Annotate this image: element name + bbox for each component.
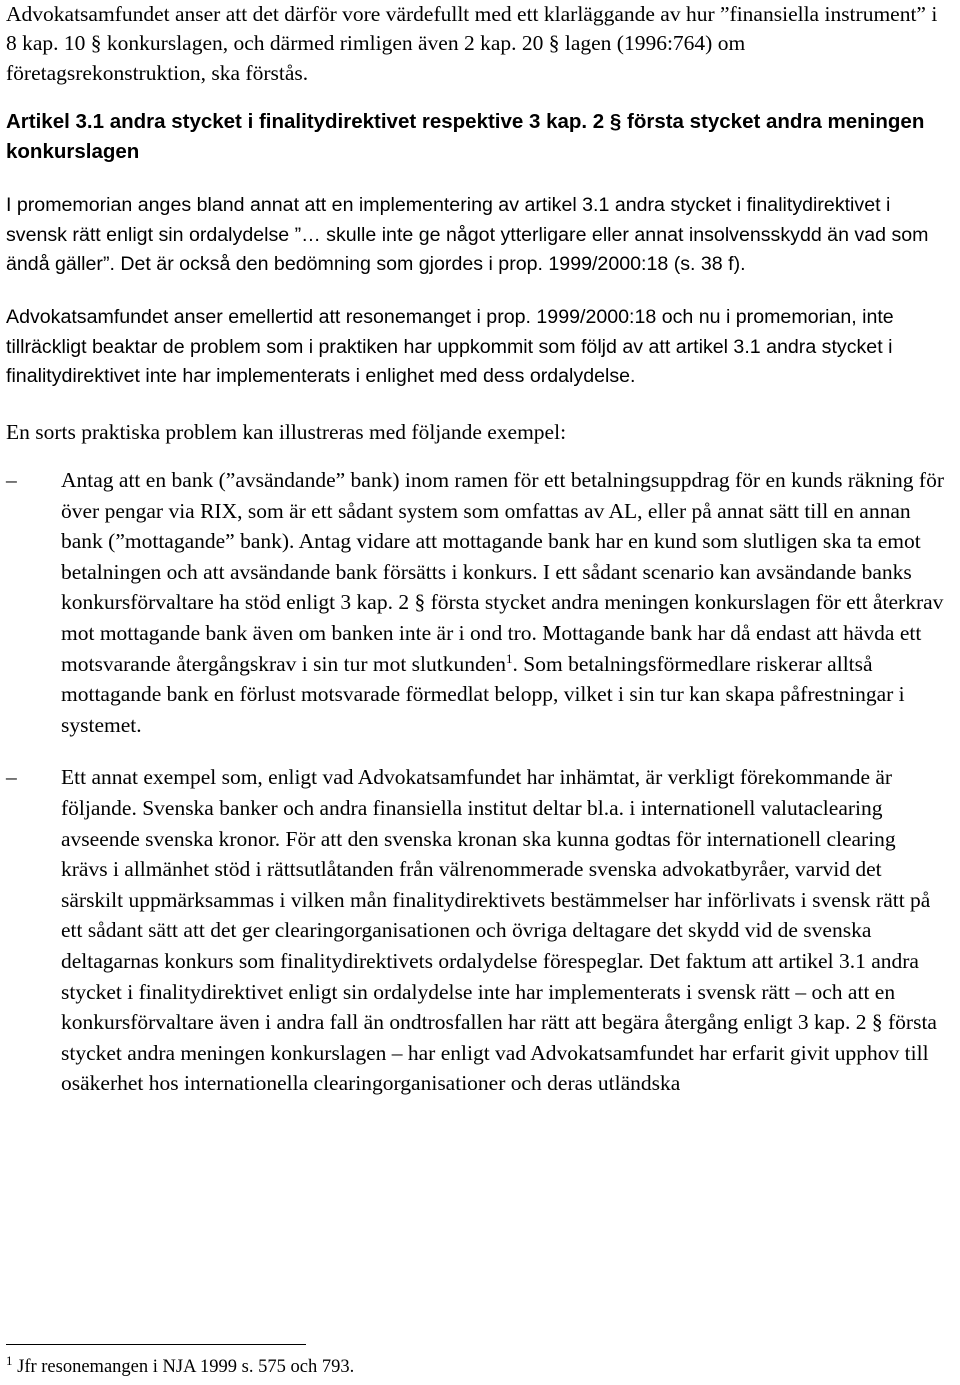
- footnote-divider: [6, 1344, 306, 1345]
- promemoria-paragraph: I promemorian anges bland annat att en implementering av artikel 3.1 andra stycket i finalitydirektivet i svensk rätt enligt sin ordalydelse ”… skulle inte ge något ytterligare eller annat insolvensskydd än vad som ändå gäller”. Det är också den bedömning som gjordes i prop. 1999/2000:18 (s. 38 f).: [6, 194, 929, 276]
- bullet-text-first-continued: . Som betalningsförmedlare riskerar alltså mottagande bank en förlust motsvarade förmedlat belopp, vilket i sin tur kan skapa påfrestningar i systemet.: [61, 651, 905, 737]
- section-heading: Artikel 3.1 andra stycket i finalitydirektivet respektive 3 kap. 2 § första stycket andra meningen konkurslagen: [6, 110, 925, 164]
- resonemang-paragraph: Advokatsamfundet anser emellertid att resonemanget i prop. 1999/2000:18 och nu i promemorian, inte tillräckligt beaktar de problem som i praktiken har uppkommit som följd av att artikel 3.1 andra stycket i finalitydirektivet inte har implementerats i enlighet med dess ordalydelse.: [6, 306, 894, 388]
- footnote-text: Jfr resonemangen i NJA 1999 s. 575 och 793.: [12, 1357, 355, 1377]
- exempel-intro-paragraph: En sorts praktiska problem kan illustreras med följande exempel:: [6, 419, 567, 444]
- footnote-reference[interactable]: 1: [506, 650, 513, 666]
- bullet-text-second: Ett annat exempel som, enligt vad Advokatsamfundet har inhämtat, är verkligt förekommande är följande. Svenska banker och andra finansiella institut deltar bl.a. i internationell valutaclearing avseende svenska kronor. För att den svenska kronan ska kunna godtas för internationell clearing krävs i allmänhet stöd i rättsutlåtanden från välrenommerade svenska advokatbyråer, varvid det särskilt uppmärksammas i vilken mån finalitydirektivets bestämmelser har införlivats i svensk rätt på ett sådant sätt att det ger clearingorganisationen och övriga deltagare det skydd vid de svenska deltagarnas konkurs som finalitydirektivets ordalydelse förespeglar. Det faktum att artikel 3.1 andra stycket i finalitydirektivet enligt sin ordalydelse inte har implementerats i svensk rätt – och att en konkursförvaltare även i andra fall än ondtrosfallen har rätt att begära återgång enligt 3 kap. 2 § första stycket andra meningen konkurslagen – har enligt vad Advokatsamfundet har erfarit givit upphov till osäkerhet hos internationella clearingorganisationer och deras utländska: [61, 765, 937, 1096]
- footnote: [6, 1352, 355, 1379]
- footnote-number: 1: [6, 1352, 13, 1368]
- list-item: [6, 465, 946, 740]
- dash-bullet: –: [6, 468, 17, 493]
- dash-bullet: –: [6, 765, 17, 790]
- intro-paragraph: Advokatsamfundet anser att det därför vore värdefullt med ett klarläggande av hur ”finansiella instrument” i 8 kap. 10 § konkurslagen, och därmed rimligen även 2 kap. 20 § lagen (1996:764) om företagsrekonstruktion, ska förstås.: [6, 2, 938, 85]
- list-item: [6, 762, 946, 1099]
- bullet-text-first: Antag att en bank (”avsändande” bank) inom ramen för ett betalningsuppdrag för en kunds räkning för över pengar via RIX, som är ett sådant system som omfattas av AL, eller på annat sätt till en annan bank (”mottagande” bank). Antag vidare att mottagande bank har en kund som slutligen ska ta emot betalningen och att avsändande bank försätts i konkurs. I ett sådant scenario kan avsändande banks konkursförvaltare ha stöd enligt 3 kap. 2 § första stycket andra meningen konkurslagen för ett återkrav mot mottagande bank även om banken inte är i ond tro. Mottagande bank har då endast att hävda ett motsvarande återgångskrav i sin tur mot slutkunden: [61, 468, 945, 676]
